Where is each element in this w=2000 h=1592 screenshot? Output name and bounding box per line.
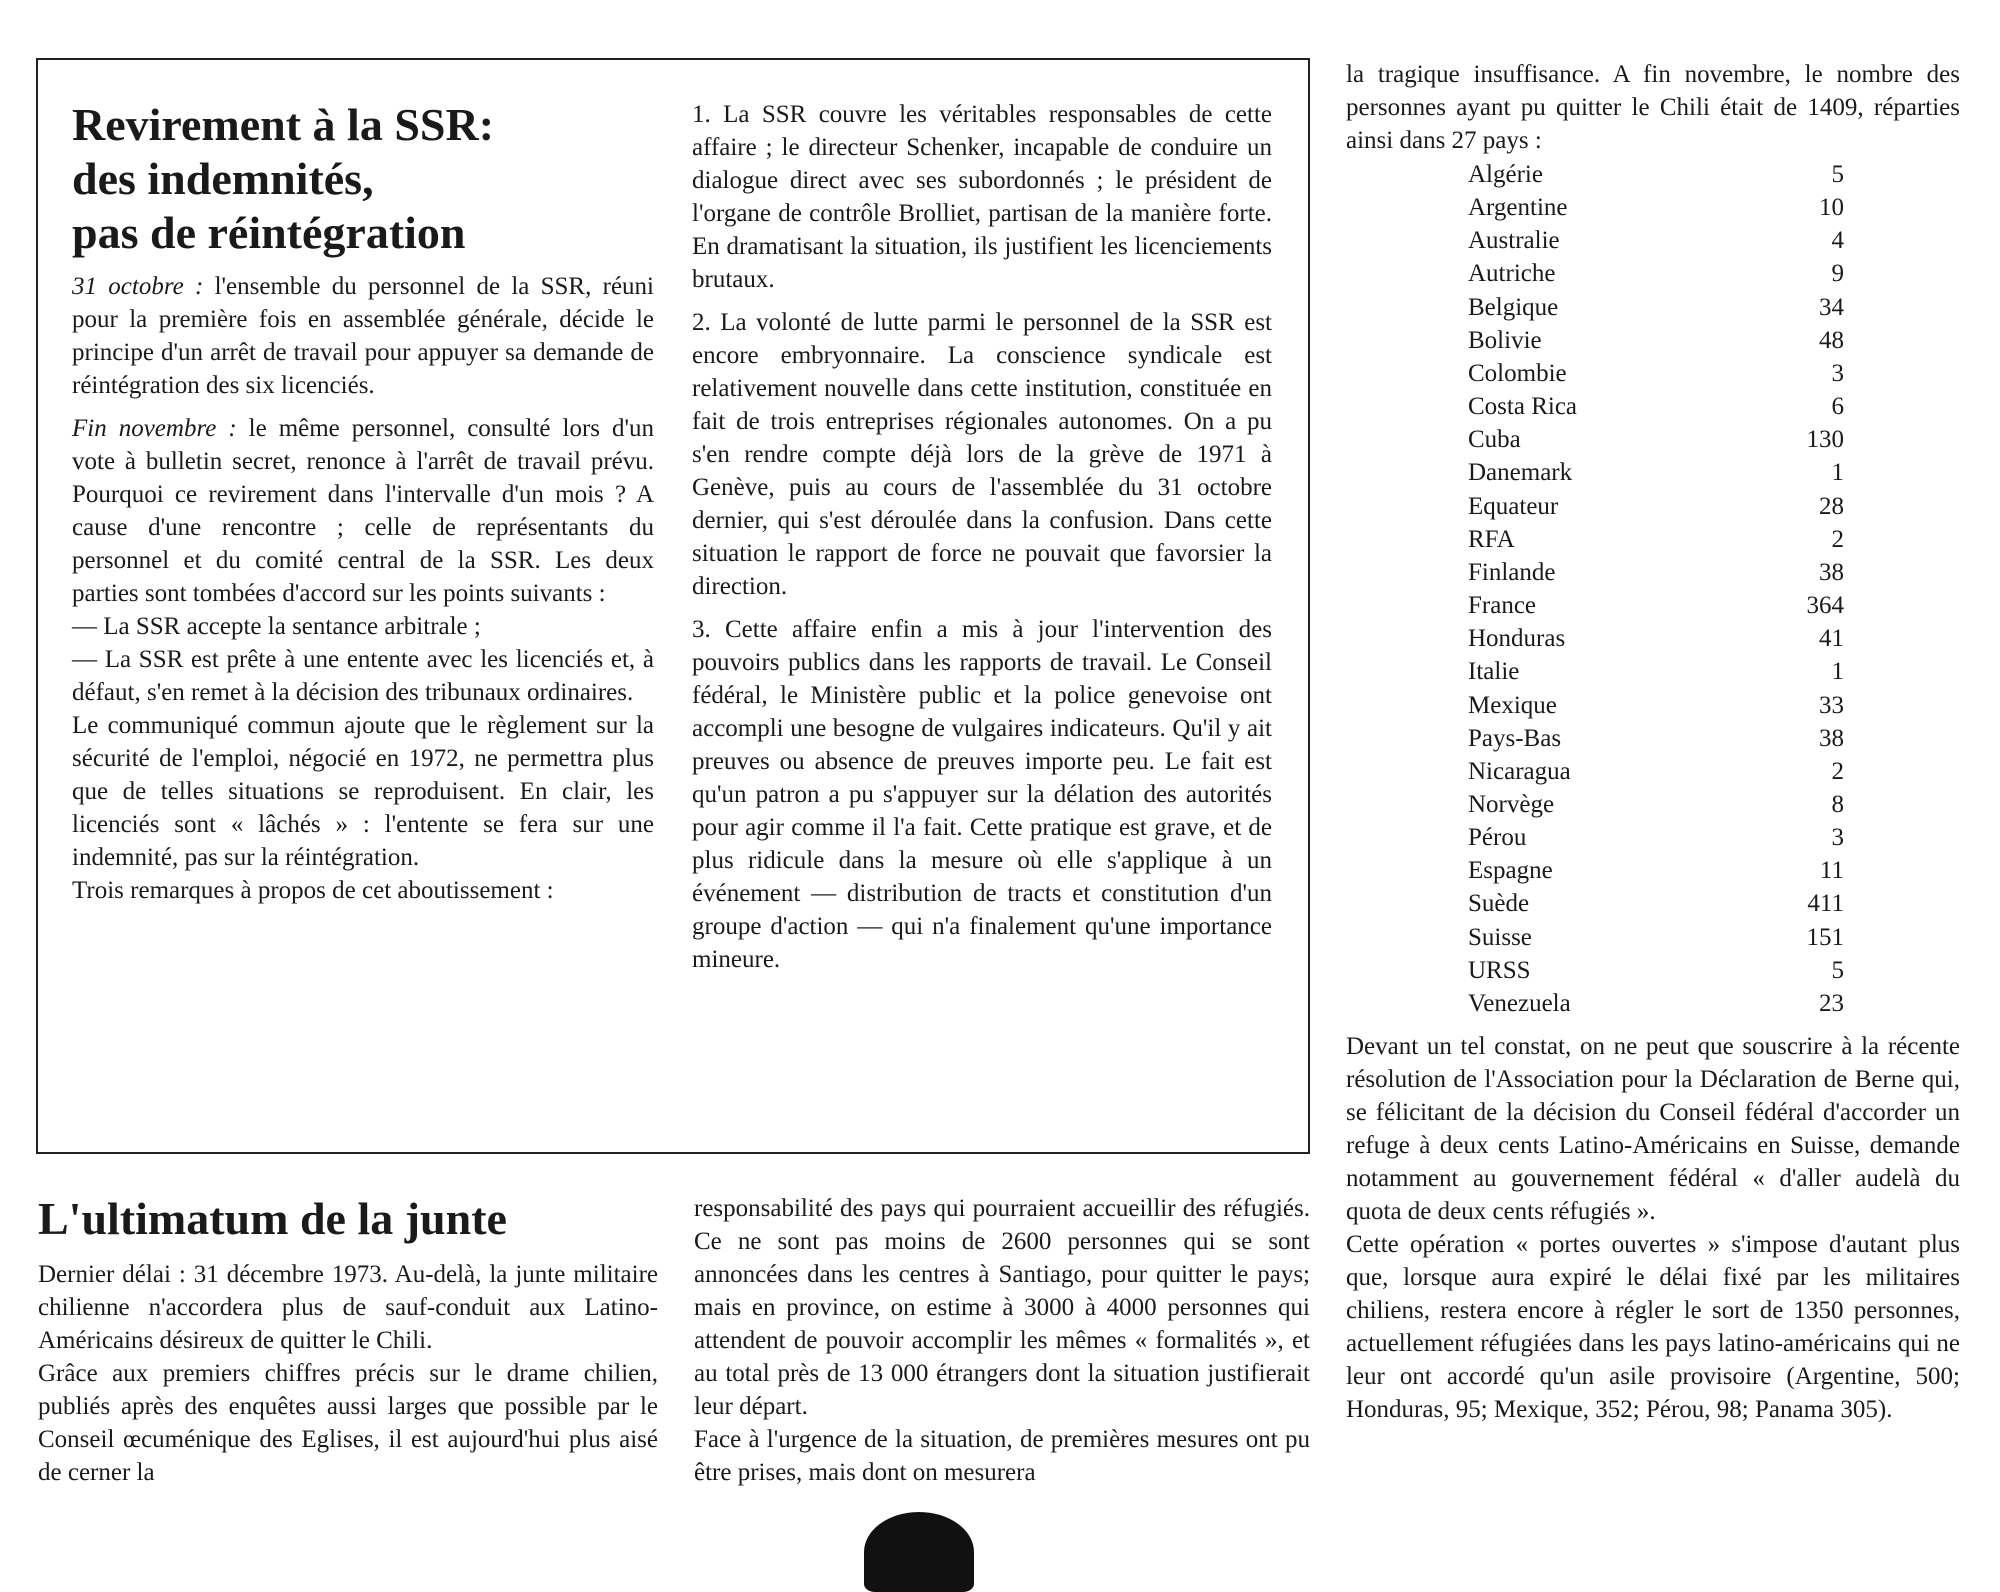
country-name: Pérou — [1468, 824, 1527, 852]
refugee-count: 4 — [1831, 227, 1844, 255]
refugee-count: 48 — [1819, 326, 1844, 354]
country-row — [1468, 224, 1844, 257]
country-name: Venezuela — [1468, 989, 1571, 1017]
ink-blot-mark — [864, 1512, 974, 1592]
ssr-paragraph-october-text: l'ensemble du personnel de la SSR, réuni pour la première fois en assemblée générale, décide le principe d'un arrêt de travail pour appuyer sa demande de réintégration des six licenciés. — [72, 273, 654, 399]
country-name: Algérie — [1468, 161, 1543, 188]
refugee-count: 1 — [1831, 658, 1844, 686]
junta-right-column-conclusion — [1346, 1030, 1960, 1426]
country-row — [1468, 655, 1844, 688]
country-row — [1468, 456, 1844, 489]
country-row — [1468, 556, 1844, 589]
country-name: Suisse — [1468, 923, 1532, 951]
country-name: Norvège — [1468, 790, 1555, 818]
ssr-headline-line-2: des indemnités, — [72, 153, 374, 204]
refugee-count: 5 — [1831, 161, 1844, 188]
country-name: Danemark — [1468, 459, 1573, 487]
junta-right-column-intro — [1346, 58, 1960, 157]
country-name: Costa Rica — [1468, 393, 1578, 421]
ssr-right-column — [692, 98, 1272, 976]
ssr-headline-line-3: pas de réintégration — [72, 207, 466, 258]
refugee-count: 8 — [1831, 790, 1844, 818]
refugee-country-rows — [1468, 158, 1844, 1020]
country-name: Italie — [1468, 658, 1520, 686]
country-name: Autriche — [1468, 260, 1556, 288]
refugee-count: 130 — [1806, 426, 1844, 454]
junta-left-column — [38, 1258, 658, 1489]
refugee-count: 23 — [1819, 989, 1844, 1017]
country-row — [1468, 490, 1844, 523]
country-row — [1468, 357, 1844, 390]
country-name: Nicaragua — [1468, 757, 1571, 785]
refugee-count: 9 — [1831, 260, 1844, 288]
country-name: Australie — [1468, 227, 1560, 255]
country-row — [1468, 257, 1844, 290]
refugee-count: 3 — [1831, 824, 1844, 852]
country-row — [1468, 324, 1844, 357]
country-row — [1468, 722, 1844, 755]
refugee-country-table — [1468, 158, 1844, 1020]
country-row — [1468, 921, 1844, 954]
country-row — [1468, 887, 1844, 920]
country-name: France — [1468, 592, 1537, 620]
country-name: Bolivie — [1468, 326, 1542, 354]
refugee-count: 38 — [1819, 558, 1844, 586]
country-row — [1468, 788, 1844, 821]
country-name: Colombie — [1468, 359, 1567, 387]
refugee-count: 38 — [1819, 724, 1844, 752]
refugee-count: 10 — [1819, 194, 1844, 222]
refugee-count: 1 — [1831, 459, 1844, 487]
refugee-count: 364 — [1806, 592, 1844, 620]
junta-middle-column — [694, 1192, 1310, 1489]
ssr-headline — [72, 98, 654, 260]
ssr-remark-3: 3. Cette affaire enfin a mis à jour l'intervention des pouvoirs publics dans les rapports de travail. Le Conseil fédéral, le Ministère public et la police genevoise ont accompli une besogne de vulgaires indicateurs. Qu'il y ait preuves ou absence de preuves importe peu. Le fait est qu'un patron a pu s'appuyer sur la délation des autorités pour agir comme il l'a fait. Cette pratique est grave, et de plus ridicule dans la mesure où elle s'applique à un événement — distribution de tracts et constitution d'un groupe d'action — qui n'a finalement qu'une importance mineure. — [692, 616, 1272, 973]
refugee-count: 151 — [1806, 923, 1844, 951]
ssr-paragraph-november — [72, 412, 654, 610]
ssr-headline-line-1: Revirement à la SSR: — [72, 99, 495, 150]
country-name: Honduras — [1468, 625, 1566, 653]
junta-paragraph-deadline: Dernier délai : 31 décembre 1973. Au-delà, la junte militaire chilienne n'accordera plus de sauf-conduit aux Latino-Américains désireux de quitter le Chili. — [38, 1261, 658, 1354]
country-row — [1468, 523, 1844, 556]
country-name: Mexique — [1468, 691, 1557, 719]
country-name: Cuba — [1468, 426, 1521, 454]
ssr-point-arbitration: — La SSR accepte la sentance arbitrale ; — [72, 613, 481, 640]
junta-paragraph-declaration: Devant un tel constat, on ne peut que souscrire à la récente résolution de l'Association pour la Déclaration de Berne qui, se félicitant de la décision du Conseil fédéral d'accorder un refuge à deux cents Latino-Américains en Suisse, demande notamment au gouvernement fédéral « d'aller audelà du quota de deux cents réfugiés ». — [1346, 1033, 1960, 1225]
junta-paragraph-insufficiency: la tragique insuffisance. A fin novembre, le nombre des personnes ayant pu quitter le Chili était de 1409, réparties ainsi dans 27 pays : — [1346, 61, 1960, 154]
country-row — [1468, 755, 1844, 788]
country-row — [1468, 390, 1844, 423]
junta-paragraph-urgency: Face à l'urgence de la situation, de premières mesures ont pu être prises, mais dont on mesurera — [694, 1426, 1310, 1486]
ssr-paragraph-remarks-intro: Trois remarques à propos de cet aboutissement : — [72, 877, 554, 904]
country-row — [1468, 191, 1844, 224]
country-name: Suède — [1468, 890, 1530, 918]
ssr-point-agreement: — La SSR est prête à une entente avec les licenciés et, à défaut, s'en remet à la décision des tribunaux ordinaires. — [72, 646, 654, 706]
junta-headline: L'ultimatum de la junte — [38, 1193, 507, 1244]
refugee-count: 5 — [1831, 956, 1844, 984]
ssr-remark-1: 1. La SSR couvre les véritables responsables de cette affaire ; le directeur Schenker, incapable de conduire un dialogue direct avec ses subordonnés ; le président de l'organe de contrôle Brolliet, partisan de la manière forte. En dramatisant la situation, ils justifient les licenciements brutaux. — [692, 101, 1272, 293]
refugee-count: 33 — [1819, 691, 1844, 719]
country-name: Espagne — [1468, 857, 1553, 885]
refugee-count: 2 — [1831, 525, 1844, 553]
country-row — [1468, 291, 1844, 324]
country-row — [1468, 689, 1844, 722]
country-row — [1468, 423, 1844, 456]
country-row — [1468, 987, 1844, 1020]
country-row — [1468, 821, 1844, 854]
refugee-count: 34 — [1819, 293, 1844, 321]
country-name: Finlande — [1468, 558, 1556, 586]
country-name: Belgique — [1468, 293, 1559, 321]
junta-paragraph-figures: Grâce aux premiers chiffres précis sur le drame chilien, publiés après des enquêtes aussi larges que possible par le Conseil œcuménique des Eglises, il est aujourd'hui plus aisé de cerner la — [38, 1360, 658, 1486]
refugee-count: 411 — [1807, 890, 1844, 918]
junta-paragraph-open-doors: Cette opération « portes ouvertes » s'impose d'autant plus que, lorsque aura expiré le délai fixé par les militaires chiliens, restera encore à régler le sort de 1350 personnes, actuellement réfugiées dans les pays latino-américains qui ne leur ont accordé qu'un asile provisoire (Argentine, 500; Honduras, 95; Mexique, 352; Pérou, 98; Panama 305). — [1346, 1231, 1960, 1423]
refugee-count: 41 — [1819, 625, 1844, 653]
refugee-count: 2 — [1831, 757, 1844, 785]
ssr-paragraph-communique: Le communiqué commun ajoute que le règlement sur la sécurité de l'emploi, négocié en 1972, ne permettra plus que de telles situations se reproduisent. En clair, les licenciés sont « lâchés » : l'entente se fera sur une indemnité, pas sur la réintégration. — [72, 712, 654, 871]
country-name: URSS — [1468, 956, 1531, 984]
ssr-remark-2: 2. La volonté de lutte parmi le personnel de la SSR est encore embryonnaire. La conscience syndicale est relativement nouvelle dans cette institution, constituée en fait de trois entreprises régionales autonomes. On a pu s'en rendre compte déjà lors de la grève de 1971 à Genève, puis au cours de l'assemblée du 31 octobre dernier, qui s'est déroulée dans la confusion. Dans cette situation le rapport de force ne pouvait que favorsier la direction. — [692, 309, 1272, 600]
country-name: Pays-Bas — [1468, 724, 1562, 752]
dateline-november: Fin novembre : — [72, 415, 237, 442]
country-row — [1468, 622, 1844, 655]
refugee-count: 6 — [1831, 393, 1844, 421]
ssr-paragraph-november-text: le même personnel, consulté lors d'un vote à bulletin secret, renonce à l'arrêt de travail prévu. Pourquoi ce revirement dans l'intervalle d'un mois ? A cause d'une rencontre ; celle de représentants du personnel et du comité central de la SSR. Les deux parties sont tombées d'accord sur les points suivants : — [72, 415, 654, 607]
dateline-october: 31 octobre : — [72, 273, 204, 300]
refugee-count: 11 — [1819, 857, 1844, 885]
refugee-count: 28 — [1819, 492, 1844, 520]
country-row — [1468, 854, 1844, 887]
refugee-count: 3 — [1831, 359, 1844, 387]
country-name: Equateur — [1468, 492, 1559, 520]
ssr-paragraph-october — [72, 270, 654, 402]
ssr-left-column — [72, 98, 654, 907]
junta-paragraph-responsibility: responsabilité des pays qui pourraient accueillir des réfugiés. Ce ne sont pas moins de 2600 personnes qui se sont annoncées dans les centres à Santiago, pour quitter le pays; mais en province, on estime à 3000 à 4000 personnes qui attendent de pouvoir accomplir les mêmes « formalités », et au total près de 13 000 étrangers dont la situation justifierait leur départ. — [694, 1195, 1310, 1420]
country-row — [1468, 954, 1844, 987]
country-name: RFA — [1468, 525, 1515, 553]
country-row — [1468, 589, 1844, 622]
country-row — [1468, 158, 1844, 191]
country-name: Argentine — [1468, 194, 1568, 222]
